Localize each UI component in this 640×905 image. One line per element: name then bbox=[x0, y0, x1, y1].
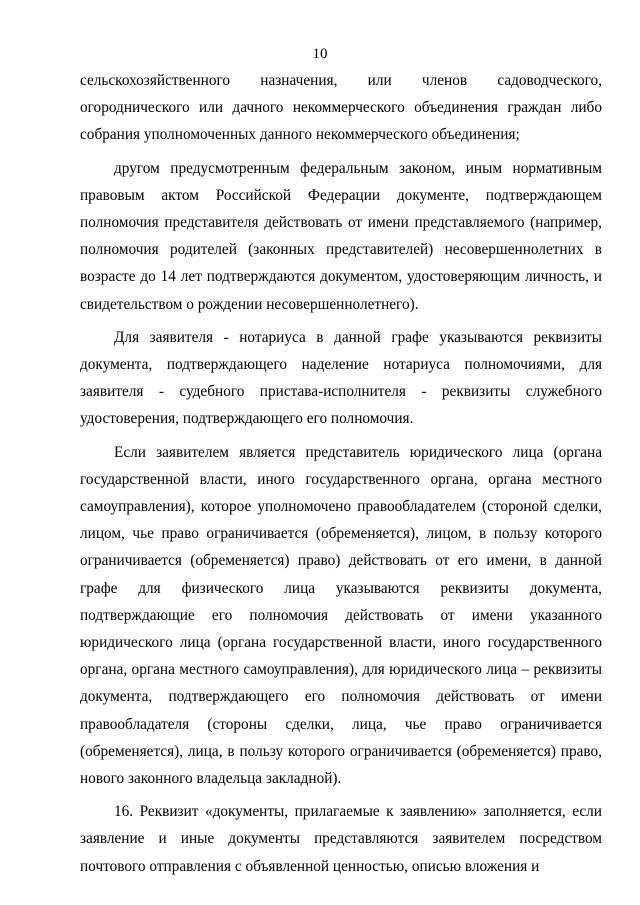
paragraph-continuation: сельскохозяйственного назначения, или членов садоводческого, огороднического или дачного некоммерческого объединения граждан либо собрания уполномоченных данного некоммерческого объединения; bbox=[80, 72, 602, 144]
paragraph-legal-entity-representative: Если заявителем является представитель юридического лица (органа государственной власти, иного государственного органа, органа местного самоуправления), которое уполномочено правообладателем (стороной сделки, лицом, чье право ограничивается (обременяется), лицом, в пользу которого ограничивается (обременяется) право) действовать от его имени, в данной графе для физического лица указываются реквизиты документа, подтверждающие его полномочия действовать от имени указанного юридического лица (органа государственной власти, иного государственного органа, органа местного самоуправления), для юридического лица – реквизиты документа, подтверждающего его полномочия действовать от имени правообладателя (стороны сделки, лица, чье право ограничивается (обременяется), лица, в пользу которого ограничивается (обременяется) право, нового законного владельца закладной). bbox=[80, 443, 602, 788]
paragraph-item-16: 16. Реквизит «документы, прилагаемые к заявлению» заполняется, если заявление и иные документы представляются заявителем посредством почтового отправления с объявленной ценностью, описью вложения и bbox=[80, 803, 602, 875]
paragraph-notary: Для заявителя - нотариуса в данной графе указываются реквизиты документа, подтверждающего наделение нотариуса полномочиями, для заявителя - судебного пристава-исполнителя - реквизиты служебного удостоверения, подтверждающего его полномочия. bbox=[80, 328, 602, 428]
document-body bbox=[80, 67, 602, 886]
paragraph-other-document: другом предусмотренным федеральным законом, иным нормативным правовым актом Российской Федерации документе, подтверждающем полномочия представителя действовать от имени представляемого (например, полномочия родителей (законных представителей) несовершеннолетних в возрасте до 14 лет подтверждаются документом, удостоверяющим личность, и свидетельством о рождении несовершеннолетнего). bbox=[80, 159, 602, 313]
page-number: 10 bbox=[312, 46, 328, 62]
